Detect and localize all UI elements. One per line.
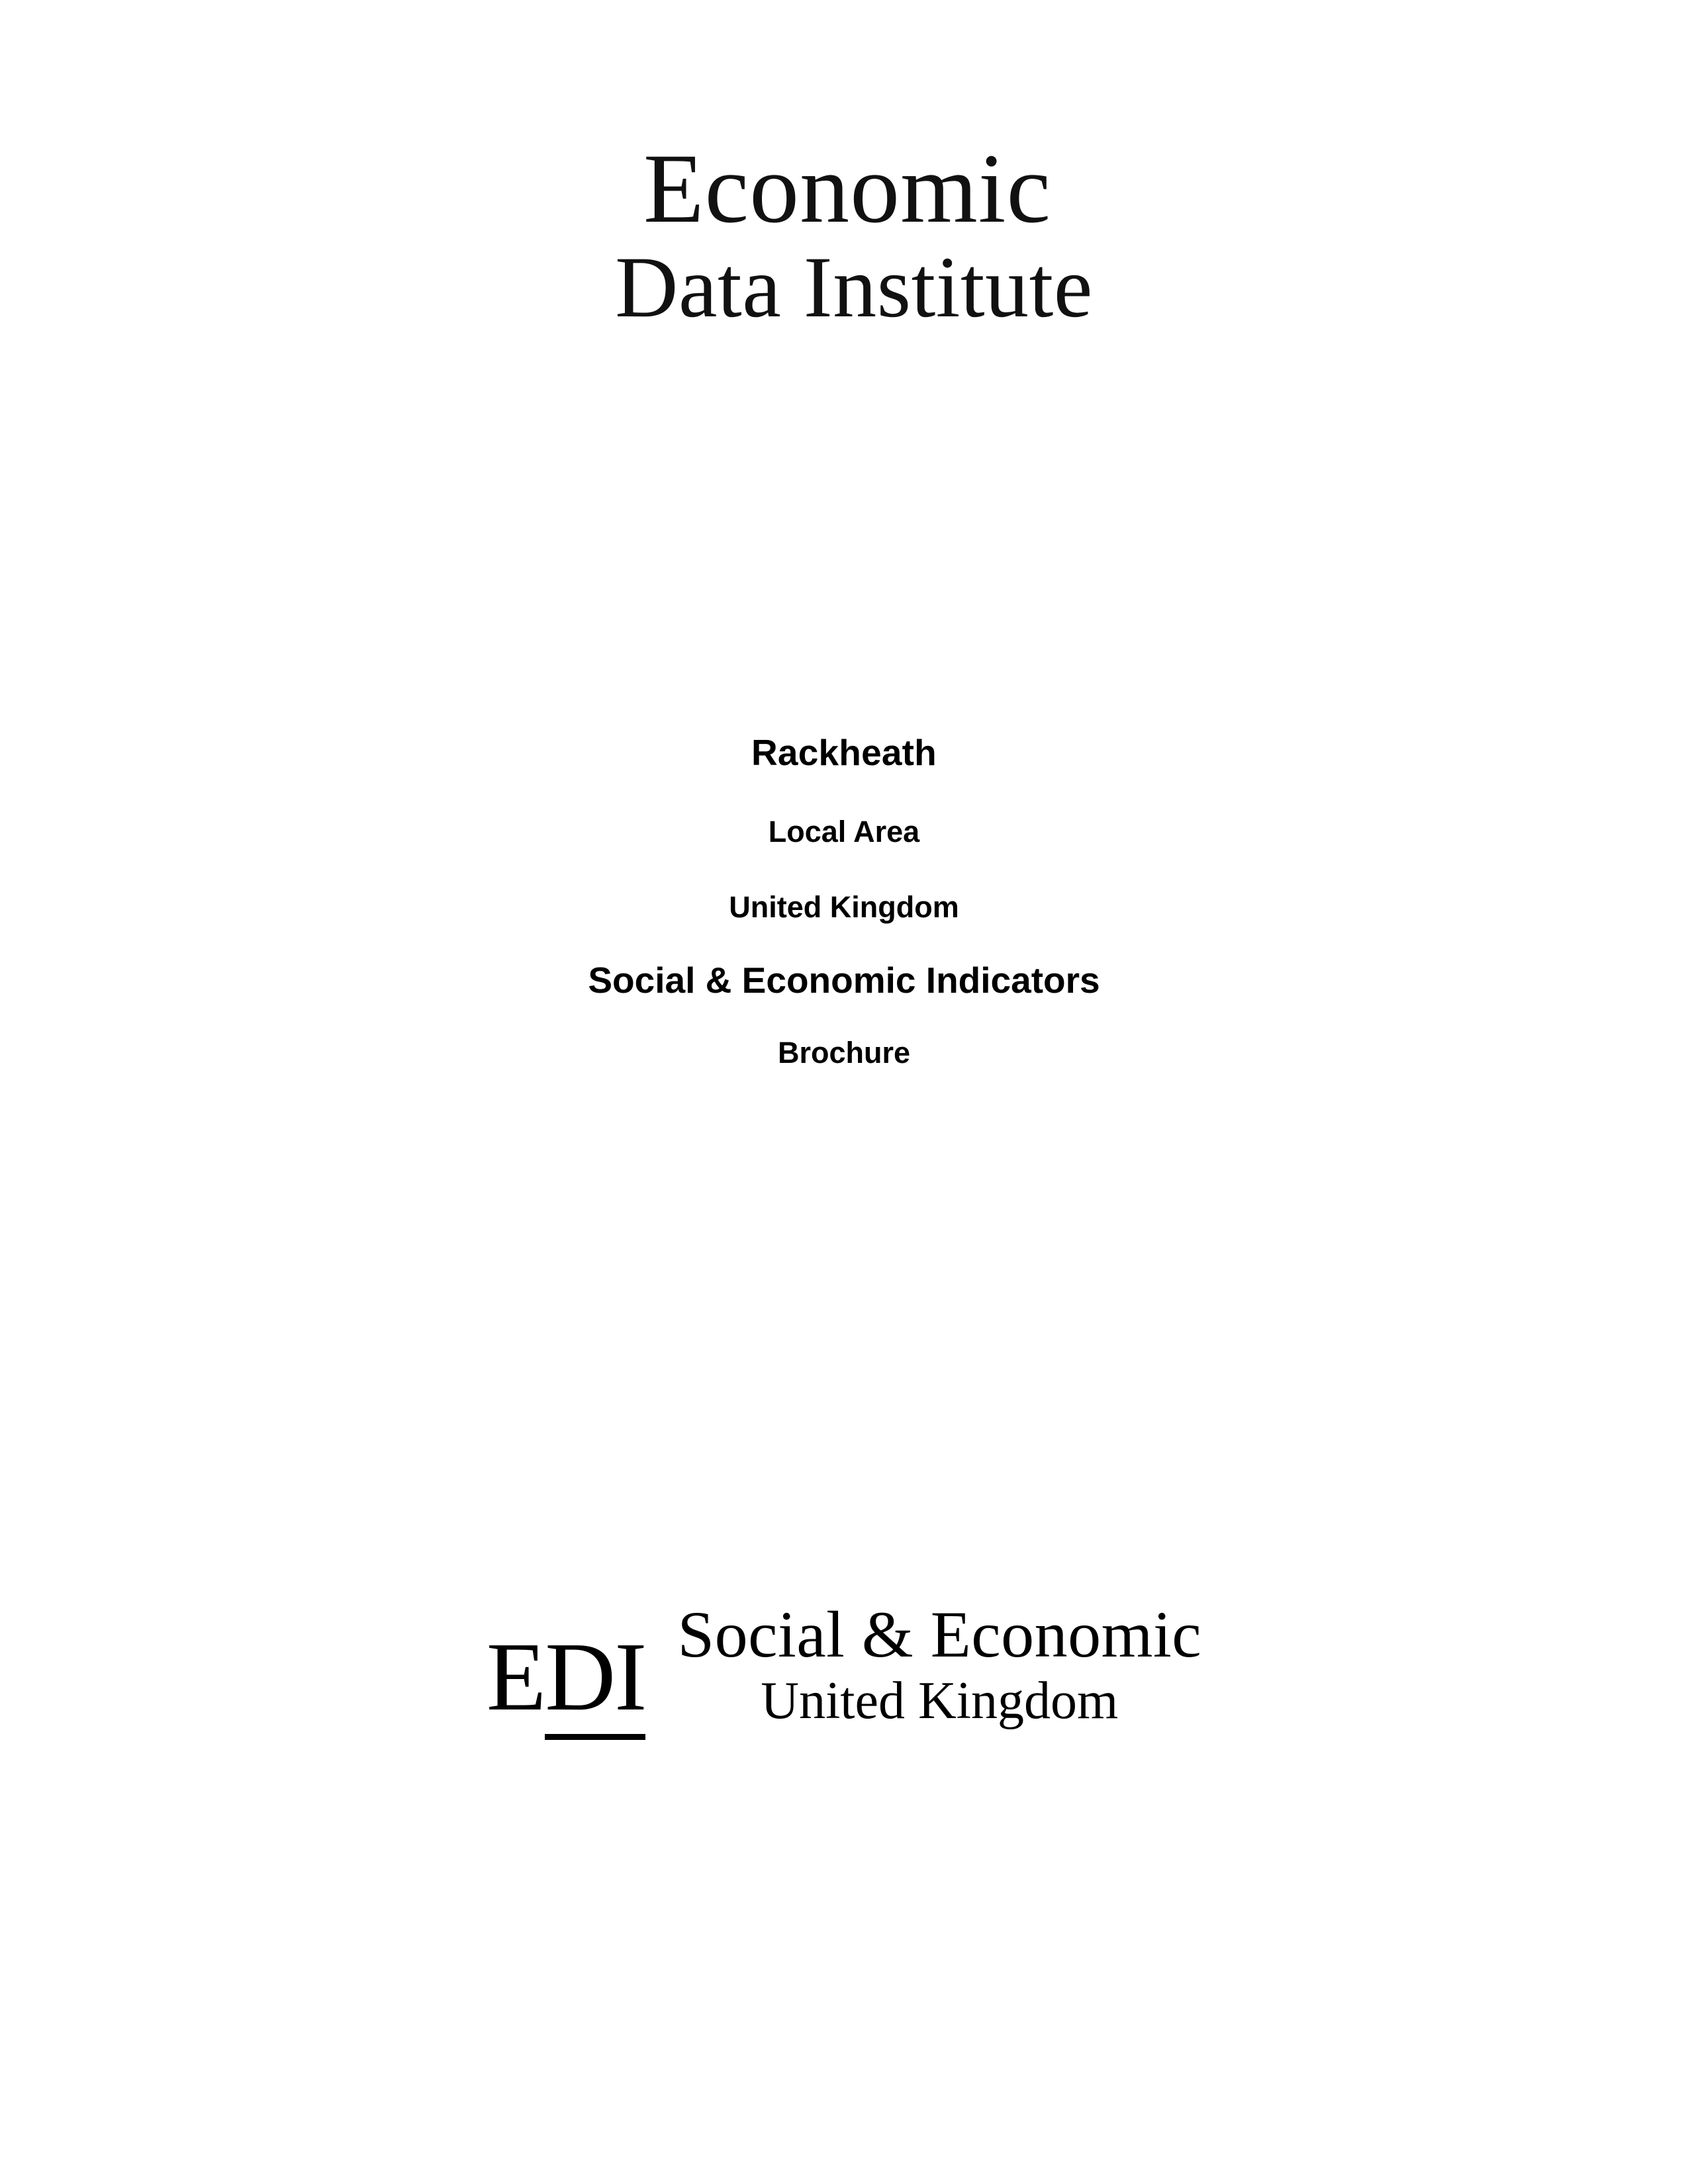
masthead-logo (0, 134, 1688, 336)
edi-footer-line-2: United Kingdom (761, 1672, 1119, 1730)
masthead-line-1: Economic (643, 134, 1052, 244)
edi-footer-wordmark (677, 1598, 1202, 1730)
edi-monogram-e: E (486, 1623, 545, 1731)
area-type: Local Area (768, 815, 920, 848)
edi-footer-line-1: Social & Economic (677, 1598, 1202, 1671)
document-type: Brochure (777, 1036, 911, 1069)
document-subject: Social & Economic Indicators (588, 960, 1100, 1001)
country-name: United Kingdom (729, 890, 959, 924)
edi-monogram (486, 1623, 646, 1731)
edi-monogram-di: DI (545, 1623, 645, 1740)
cover-title-block (0, 731, 1688, 1070)
area-name: Rackheath (751, 732, 937, 773)
masthead-line-2: Data Institute (615, 238, 1093, 336)
edi-footer-logo (0, 1598, 1688, 1731)
